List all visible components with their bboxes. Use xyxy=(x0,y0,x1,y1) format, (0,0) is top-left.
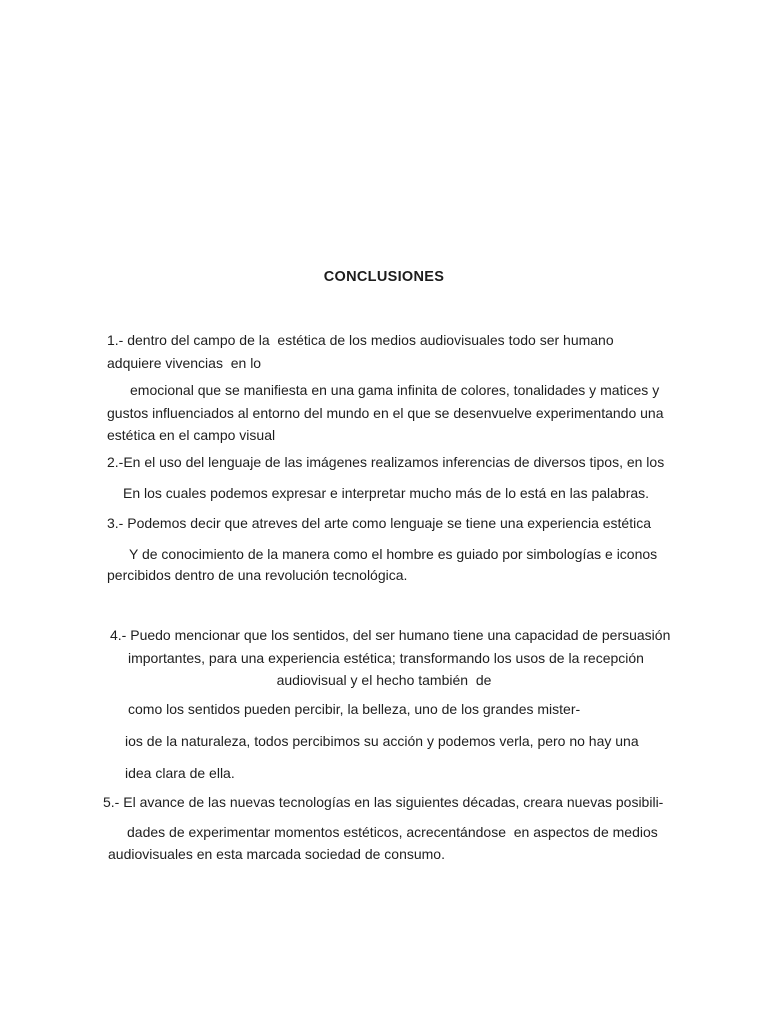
text-line: 5.- El avance de las nuevas tecnologías en las siguientes décadas, creara nuevas posibili- xyxy=(103,794,664,810)
text-line: audiovisual y el hecho también de xyxy=(276,672,492,688)
text-line: Y de conocimiento de la manera como el hombre es guiado por simbologías e iconos xyxy=(129,546,658,562)
text-line: 4.- Puedo mencionar que los sentidos, del ser humano tiene una capacidad de persuasión xyxy=(110,627,671,643)
text-line: emocional que se manifiesta en una gama infinita de colores, tonalidades y matices y xyxy=(130,382,660,398)
page-title: CONCLUSIONES xyxy=(323,269,445,285)
text-line: En los cuales podemos expresar e interpretar mucho más de lo está en las palabras. xyxy=(123,485,650,501)
text-line: 2.-En el uso del lenguaje de las imágenes realizamos inferencias de diversos tipos, en los xyxy=(107,454,665,470)
text-line: ios de la naturaleza, todos percibimos su acción y podemos verla, pero no hay una xyxy=(125,733,639,749)
text-line: gustos influenciados al entorno del mundo en el que se desenvuelve experimentando una xyxy=(107,405,664,421)
text-line: importantes, para una experiencia estética; transformando los usos de la recepción xyxy=(128,650,644,666)
text-line: audiovisuales en esta marcada sociedad de consumo. xyxy=(108,846,445,862)
text-line: percibidos dentro de una revolución tecnológica. xyxy=(107,567,408,583)
text-line: idea clara de ella. xyxy=(125,765,235,781)
text-line: 3.- Podemos decir que atreves del arte como lenguaje se tiene una experiencia estética xyxy=(107,515,651,531)
text-line: como los sentidos pueden percibir, la belleza, uno de los grandes mister- xyxy=(128,701,581,717)
text-line: adquiere vivencias en lo xyxy=(107,355,262,371)
text-line: estética en el campo visual xyxy=(107,427,276,443)
text-line: dades de experimentar momentos estéticos, acrecentándose en aspectos de medios xyxy=(127,824,658,840)
text-line: 1.- dentro del campo de la estética de los medios audiovisuales todo ser humano xyxy=(107,332,614,348)
